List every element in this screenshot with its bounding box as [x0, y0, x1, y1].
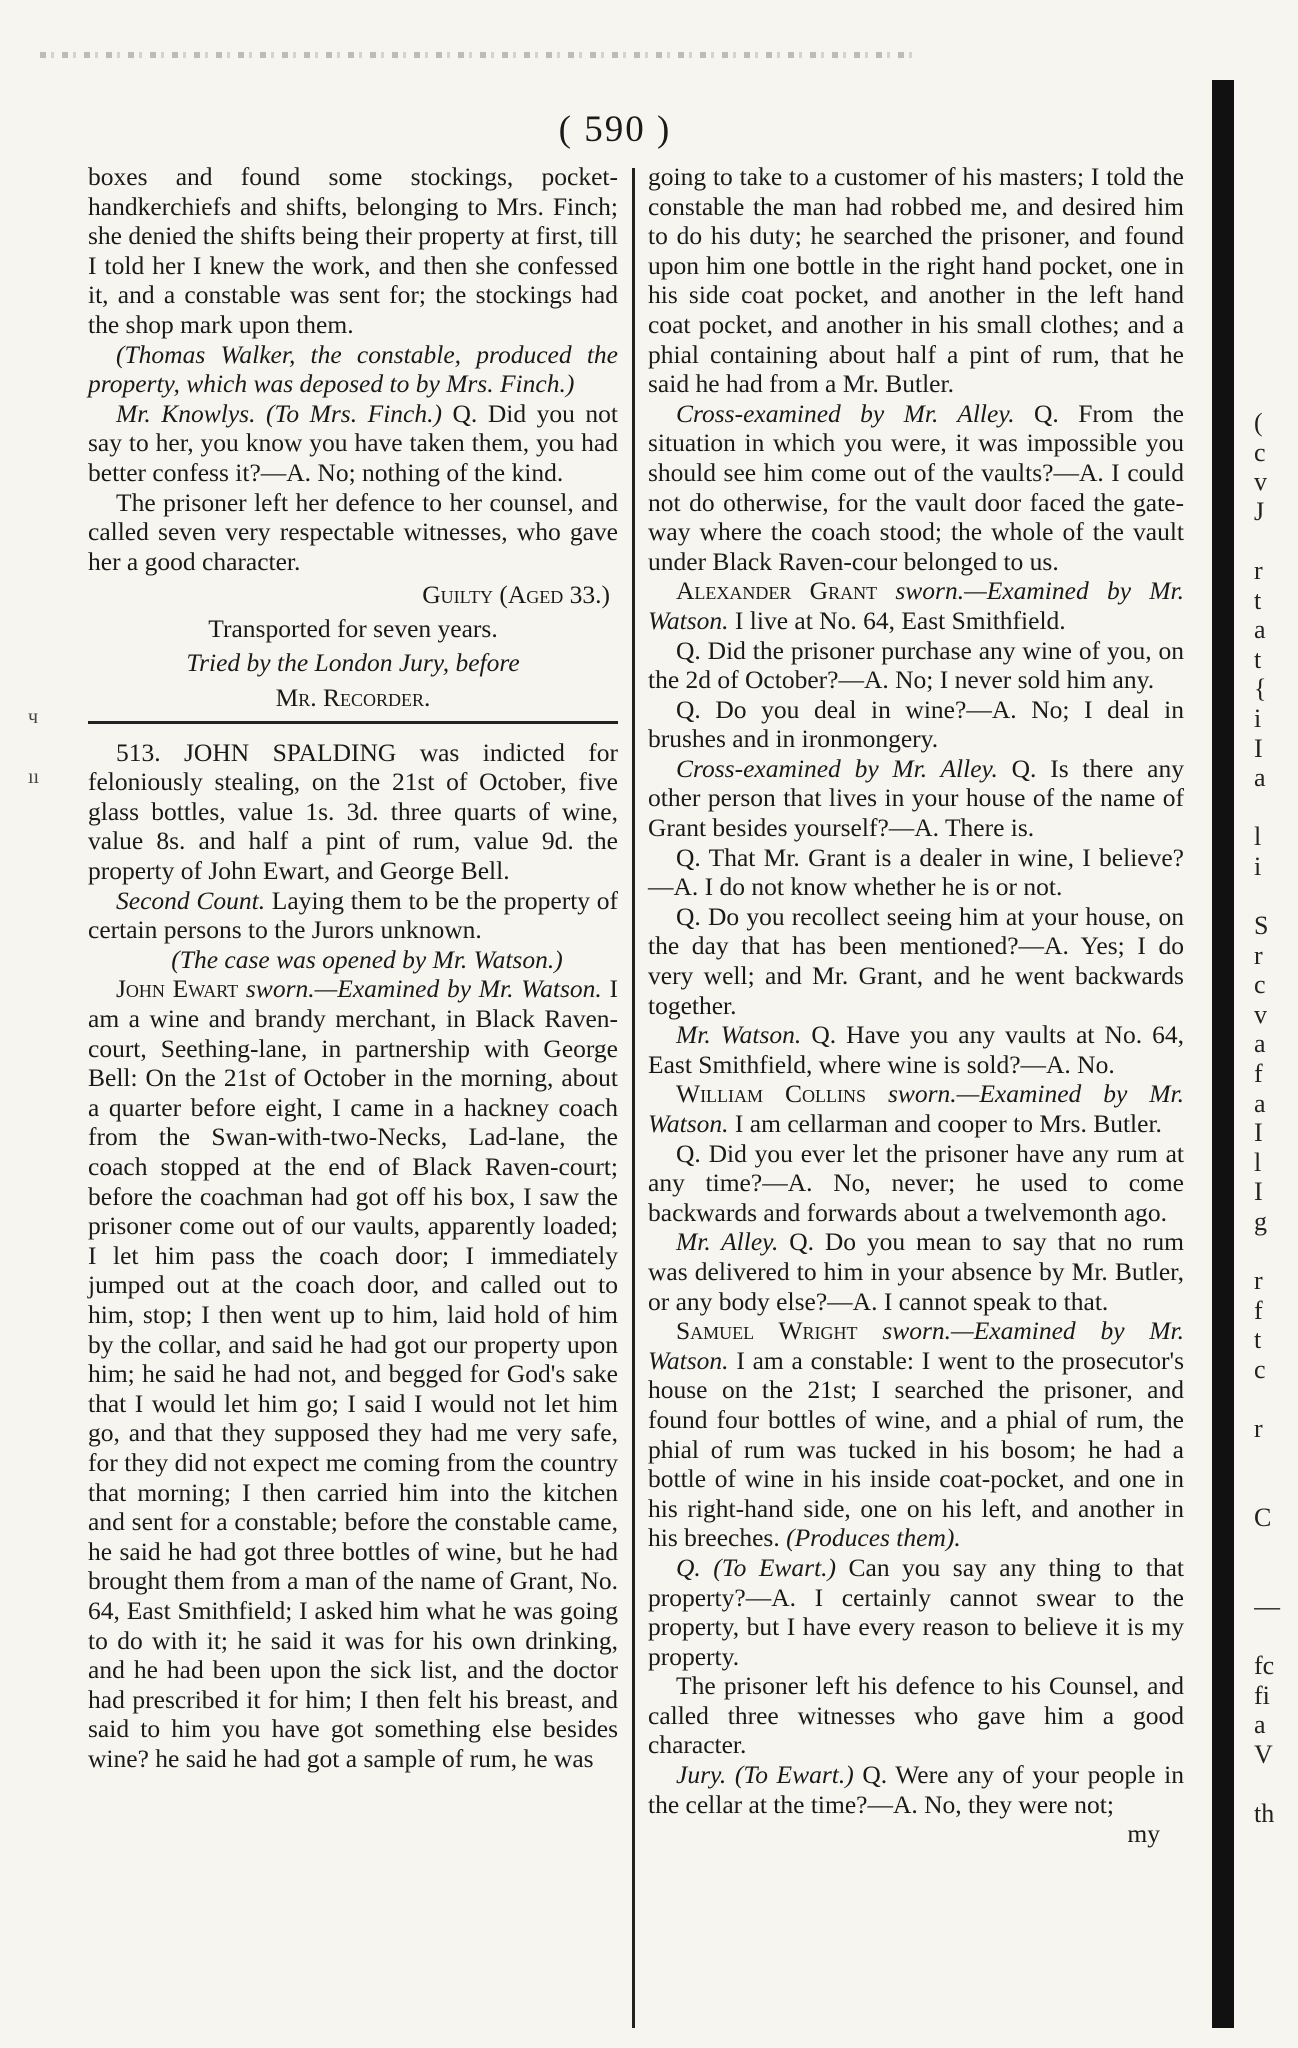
question: Q. Did you ever let the prisoner have any rum at any time?—A. No, never; he used to come backwards and forwards about a twelvemonth ago.	[648, 1138, 1184, 1227]
edge-fragment: —	[1254, 1591, 1280, 1621]
edge-fragment	[1254, 1473, 1298, 1503]
paragraph	[648, 1020, 1184, 1079]
edge-fragment: r	[1254, 940, 1263, 970]
question: Q. Did the prisoner purchase any wine of you, on the 2d of October?—A. No; I never sold him any.	[648, 635, 1184, 695]
text: Q. From the situation in which you were, it was impossible you should see him come out of the vaults?—A. I could not do otherwise, for the vault door faced the gate-way where the coach stood; the whole of the vault under Black Raven-cour belonged to us.	[648, 398, 1184, 576]
paragraph	[88, 886, 618, 945]
right-column	[648, 162, 1184, 1849]
text: Q. Do you mean to say that no rum was delivered to him in your absence by Mr. Butler, or any body else?—A. I cannot speak to that.	[648, 1227, 1184, 1316]
paragraph	[648, 1227, 1184, 1316]
sworn-line: sworn.—Examined by Mr. Watson.	[238, 974, 602, 1004]
speaker: Mr. Knowlys.	[116, 398, 256, 428]
edge-fragment: fc	[1254, 1650, 1275, 1680]
text: I am cellarman and cooper to Mrs. Butler.	[728, 1109, 1162, 1138]
gutter-mark: ч	[28, 706, 39, 728]
edge-fragment: I	[1254, 1177, 1263, 1207]
edge-fragment: r	[1254, 1266, 1263, 1296]
testimony	[88, 974, 618, 1773]
question: Q. That Mr. Grant is a dealer in wine, I believe?—A. I do not know whether he is or not.	[648, 842, 1184, 902]
text: I am a wine and brandy merchant, in Black Raven-court, Seething-lane, in partnership with George Bell: On the 21st of October in the morning, about a quarter before eight, I came in a hackney coach from the Swan-with-two-Necks, Lad-lane, the coach stopped at the end of Black Raven-court; before the coachman had got off his box, I saw the prisoner come out of our vaults, apparently loaded; I let him pass the coach door; I immediately jumped out at the coach door, and called out to him, stop; I then went up to him, laid hold of him by the collar, and said he had got our property upon him; he said he had not, and begged for God's sake that I would let him go; I said I would not let him go, and that they supposed they had me very safe, for they did not expect me coming from the country that morning; I then carried him into the kitchen and sent for a constable; before the constable came, he said he had got three bottles of wine, but he had brought them from a man of the name of Grant, No. 64, East Smithfield; I asked him what he was going to do with it; he said it was for his own drinking, and he had been upon the sick list, and the doctor had prescribed it for him; I then felt his breast, and said to him you have got something else besides wine? he said he had got a sample of rum, he was	[88, 974, 619, 1773]
text: Laying them to be the property of certain persons to the Jurors unknown.	[88, 885, 618, 945]
edge-fragment: I	[1254, 1118, 1263, 1148]
edge-fragment: c	[1254, 437, 1266, 467]
edge-fragment: r	[1254, 1414, 1263, 1444]
edge-fragment: c	[1254, 1355, 1266, 1384]
binding-shadow	[1212, 80, 1234, 2028]
verdict: Guilty (Aged 33.)	[422, 580, 610, 610]
edge-fragment: {	[1254, 674, 1267, 704]
text: Q. Is there any other person that lives in your house of the name of Grant besides yourself?—A. There is.	[648, 753, 1184, 843]
paragraph	[648, 754, 1184, 843]
speaker: Jury. (To Ewart.)	[676, 1760, 854, 1790]
edge-fragment	[1254, 1237, 1298, 1267]
edge-fragment: I	[1254, 733, 1263, 763]
text: Can you say any thing to that property?—A. I certainly cannot swear to the property, but I have every reason to believe it is my property.	[648, 1552, 1184, 1671]
note: (Produces them).	[779, 1523, 961, 1553]
edge-fragment: a	[1254, 615, 1266, 645]
label: Second Count.	[116, 885, 266, 915]
sworn-line: sworn.—Examined by Mr. Watson.	[648, 576, 1184, 635]
edge-fragment	[1254, 793, 1298, 823]
catchword: my	[1127, 1819, 1160, 1849]
note: Q. (To Ewart.)	[676, 1552, 837, 1582]
edge-fragment: t	[1254, 1325, 1262, 1355]
edge-fragment: c	[1254, 970, 1266, 1000]
sworn-line: sworn.—Examined by Mr. Watson.	[648, 1316, 1184, 1375]
note: (The case was opened by Mr. Watson.)	[171, 944, 563, 974]
court-line: Tried by the London Jury, before	[186, 647, 520, 677]
paragraph: going to take to a customer of his masters; I told the constable the man had robbed me, and desired him to do his duty; he searched the prisoner, and found upon him one bottle in the right hand pocket, one in his side coat pocket, and another in the left hand coat pocket, and another in his small clothes; and a phial containing about half a pint of rum, that he said he had from a Mr. Butler.	[648, 162, 1184, 399]
text: I am a constable: I went to the prosecutor's house on the 21st; I searched the prisoner, and found four bottles of wine, and a phial of rum, the phial of rum was tucked in his bosom; he had a bottle of wine in his inside coat-pocket, and one in his right-hand side, one on his left, and another in his breeches.	[648, 1345, 1184, 1553]
edge-fragment	[1254, 526, 1298, 556]
edge-fragment: t	[1254, 585, 1262, 615]
paragraph	[648, 1553, 1184, 1671]
paragraph	[88, 399, 618, 488]
page-number: ( 590 )	[558, 109, 672, 150]
testimony	[648, 576, 1184, 635]
edge-fragment	[1254, 1621, 1298, 1651]
witness-name: Alexander Grant	[676, 576, 878, 606]
edge-fragment: fi	[1254, 1680, 1270, 1710]
edge-fragment: th	[1254, 1798, 1275, 1828]
testimony	[648, 1079, 1184, 1138]
note: (Thomas Walker, the constable, produced the property, which was deposed to by Mrs. Finch.)	[88, 339, 618, 399]
paragraph	[648, 1760, 1184, 1819]
edge-fragment	[1254, 1769, 1298, 1799]
judge-line: Mr. Recorder.	[275, 683, 431, 713]
edge-fragment: v	[1254, 467, 1267, 497]
edge-fragment: i	[1254, 703, 1262, 733]
paragraph: The prisoner left her defence to her counsel, and called seven very respectable witnesses, who gave her a good character.	[88, 487, 618, 576]
edge-fragment	[1254, 1444, 1298, 1474]
edge-fragment	[1254, 1385, 1298, 1415]
text: I live at No. 64, East Smithfield.	[728, 605, 1066, 635]
edge-fragment: (	[1254, 408, 1263, 437]
edge-fragment: C	[1254, 1502, 1272, 1532]
edge-fragment: g	[1254, 1207, 1267, 1237]
label: Cross-examined by Mr. Alley.	[676, 753, 998, 783]
edge-fragment: v	[1254, 999, 1267, 1029]
gutter-mark: ıı	[28, 766, 40, 788]
text: Q. Did you not say to her, you know you have taken them, you had better confess it?—A. No; nothing of the kind.	[88, 398, 618, 487]
edge-fragment: l	[1254, 822, 1262, 852]
speaker: Mr. Alley.	[676, 1227, 779, 1257]
edge-fragment: a	[1254, 1088, 1266, 1118]
witness-name: Samuel Wright	[676, 1316, 858, 1346]
edge-fragment: i	[1254, 851, 1262, 881]
text: Q. Have you any vaults at No. 64, East Smithfield, where wine is sold?—A. No.	[648, 1020, 1185, 1079]
edge-fragment	[1254, 882, 1298, 912]
edge-fragment: J	[1254, 496, 1265, 526]
edge-fragment: l	[1254, 1147, 1262, 1177]
testimony	[648, 1316, 1184, 1553]
edge-fragment: f	[1254, 1059, 1263, 1089]
case-opening: 513. JOHN SPALDING was indicted for feloniously stealing, on the 21st of October, five glass bottles, value 1s. 3d. three quarts of wine, value 8s. and half a pint of rum, value 9d. the property of John Ewart, and George Bell.	[88, 737, 618, 886]
speaker: Mr. Watson.	[676, 1020, 802, 1050]
witness-name: William Collins	[676, 1079, 866, 1109]
edge-fragment: a	[1254, 1710, 1266, 1740]
edge-fragment: a	[1254, 763, 1266, 793]
text: Q. Were any of your people in the cellar at the time?—A. No, they were not;	[648, 1760, 1185, 1819]
edge-fragment: t	[1254, 644, 1262, 674]
paragraph: boxes and found some stockings, pocket-handkerchiefs and shifts, belonging to Mrs. Finch; she denied the shifts being their property at first, till I told her I knew the work, and then she confessed it, and a constable was sent for; the stockings had the shop mark upon them.	[88, 162, 618, 339]
question: Q. Do you recollect seeing him at your house, on the day that has been mentioned?—A. Yes; I do very well; and Mr. Grant, and he went backwards together.	[648, 901, 1184, 1020]
next-page-edge-fragments	[1254, 408, 1298, 1829]
left-column	[88, 162, 618, 1773]
edge-fragment	[1254, 1533, 1298, 1563]
label: Cross-examined by Mr. Alley.	[676, 398, 1015, 428]
case-separator	[88, 721, 618, 724]
paragraph	[648, 399, 1184, 577]
edge-fragment: S	[1254, 911, 1269, 941]
column-divider	[632, 168, 635, 2028]
edge-fragment: a	[1254, 1029, 1266, 1059]
edge-fragment: V	[1254, 1739, 1273, 1769]
scan-noise-strip	[40, 52, 920, 58]
edge-fragment: f	[1254, 1295, 1263, 1325]
edge-fragment: r	[1254, 555, 1263, 585]
witness-name: John Ewart	[116, 974, 239, 1004]
question: Q. Do you deal in wine?—A. No; I deal in brushes and in ironmongery.	[648, 694, 1184, 754]
sentence: Transported for seven years.	[208, 613, 498, 643]
edge-fragment	[1254, 1562, 1298, 1592]
note: (To Mrs. Finch.)	[266, 398, 442, 428]
paragraph: The prisoner left his defence to his Counsel, and called three witnesses who gave him a good character.	[648, 1671, 1184, 1760]
sworn-line: sworn.—Examined by Mr. Watson.	[648, 1079, 1184, 1138]
